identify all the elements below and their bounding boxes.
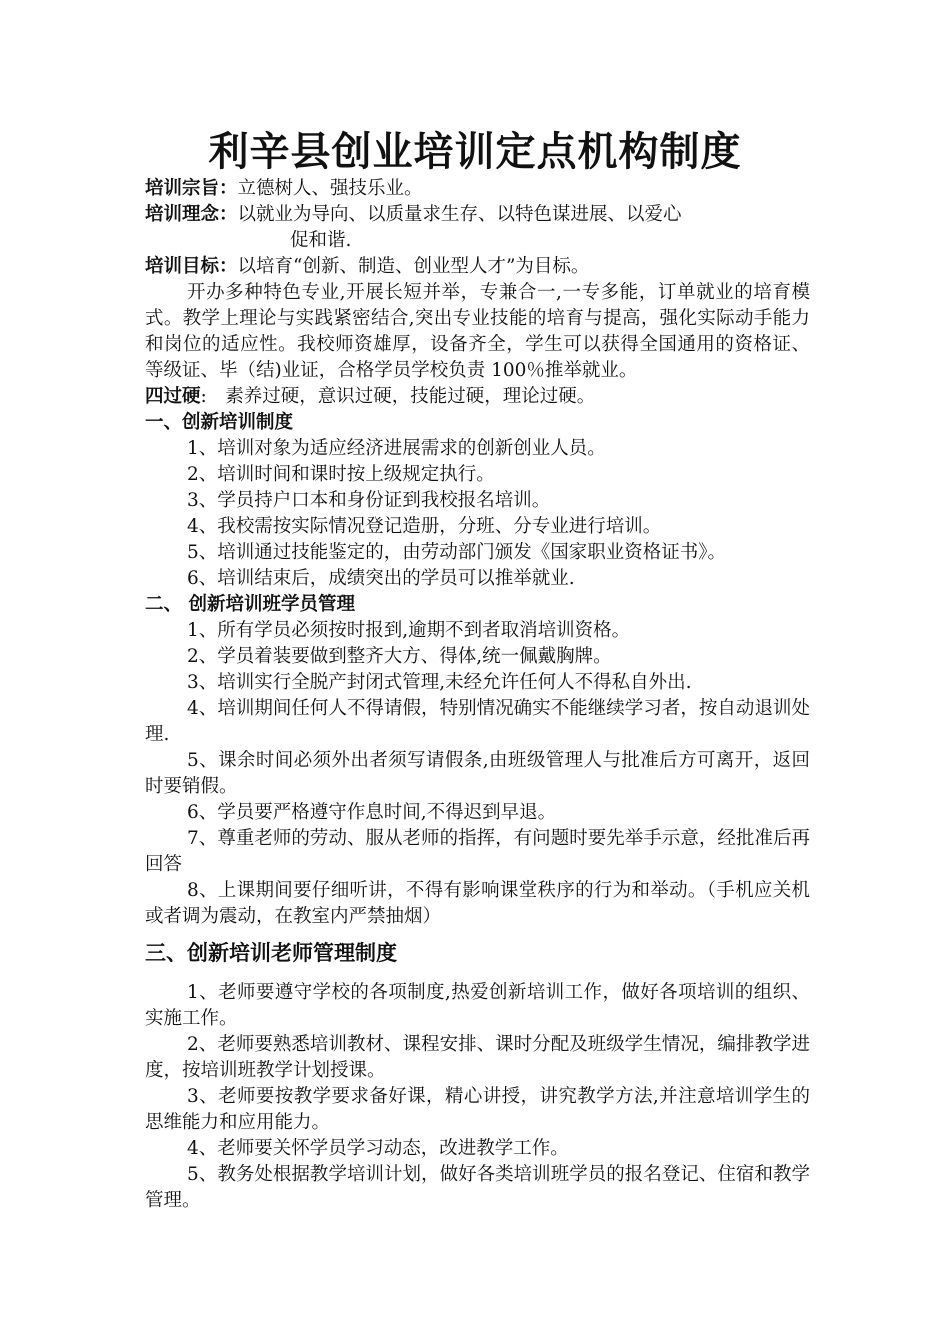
section2-item: 2、学员着装要做到整齐大方、得体,统一佩戴胸牌。: [187, 646, 612, 667]
section2-item: 7、尊重老师的劳动、服从老师的指挥，有问题时要先举手示意，经批准后再回答: [145, 828, 810, 875]
section2-item: 4、培训期间任何人不得请假，特别情况确实不能继续学习者，按自动退训处理.: [145, 698, 810, 745]
section2-item: 6、学员要严格遵守作息时间,不得迟到早退。: [187, 802, 557, 823]
section1-item: 2、培训时间和课时按上级规定执行。: [187, 464, 495, 485]
concept-line-2: 促和谐.: [290, 230, 352, 251]
goal-label: 培训目标：: [145, 256, 238, 277]
purpose-label: 培训宗旨：: [145, 178, 238, 199]
section2-item: 1、所有学员必须按时报到,逾期不到者取消培训资格。: [187, 620, 631, 641]
document-title: 利辛县创业培训定点机构制度: [208, 128, 742, 175]
document-body: [145, 176, 810, 1214]
section3-item: 3、老师要按教学要求备好课，精心讲授，讲究教学方法,并注意培训学生的思维能力和应用能力。: [145, 1086, 810, 1133]
purpose-line: [145, 176, 810, 202]
four-hard-label: 四过硬: [145, 386, 201, 407]
section1-item: 1、培训对象为适应经济进展需求的创新创业人员。: [187, 438, 606, 459]
section3-heading: 三、创新培训老师管理制度: [145, 940, 397, 965]
section2-heading: 二、 创新培训班学员管理: [145, 594, 355, 615]
purpose-text: 立德树人、强技乐业。: [237, 178, 423, 199]
section1-item: 6、培训结束后，成绩突出的学员可以推举就业.: [187, 568, 575, 589]
section2-item: 5、课余时间必须外出者须写请假条,由班级管理人与批准后方可离开，返回时要销假。: [145, 750, 810, 797]
four-hard-text: : 素养过硬，意识过硬，技能过硬，理论过硬。: [200, 386, 596, 407]
concept-line: [145, 202, 810, 228]
concept-label: 培训理念：: [145, 204, 238, 225]
section3-item: 4、老师要关怀学员学习动态，改进教学工作。: [187, 1138, 569, 1159]
goal-text: 以培育“创新、制造、创业型人才”为目标。: [237, 256, 590, 277]
section2-item: 3、培训实行全脱产封闭式管理,未经允许任何人不得私自外出.: [187, 672, 692, 693]
section1-item: 3、学员持户口本和身份证到我校报名培训。: [187, 490, 551, 511]
section2-item: 8、上课期间要仔细听讲，不得有影响课堂秩序的行为和举动。（手机应关机或者调为震动，在教室内严禁抽烟）: [145, 880, 810, 927]
section3-item: 1、老师要遵守学校的各项制度,热爱创新培训工作，做好各项培训的组织、实施工作。: [145, 982, 810, 1029]
goal-line: [145, 254, 810, 280]
section1-item: 4、我校需按实际情况登记造册，分班、分专业进行培训。: [187, 516, 662, 537]
section1-heading: 一、创新培训制度: [145, 412, 294, 433]
section1-item: 5、培训通过技能鉴定的，由劳动部门颁发《国家职业资格证书》。: [187, 542, 727, 563]
section3-item: 5、教务处根据教学培训计划，做好各类培训班学员的报名登记、住宿和教学管理。: [145, 1164, 810, 1211]
four-hard-line: [145, 384, 810, 410]
intro-paragraph: 开办多种特色专业,开展长短并举，专兼合一,一专多能，订单就业的培育模式。教学上理论与实践紧密结合,突出专业技能的培育与提高，强化实际动手能力和岗位的适应性。我校师资雄厚，设备齐全，学生可以获得全国通用的资格证、等级证、毕（结)业证，合格学员学校负责 100％推举就业。: [145, 282, 810, 381]
section3-item: 2、老师要熟悉培训教材、课程安排、课时分配及班级学生情况，编排教学进度，按培训班教学计划授课。: [145, 1034, 810, 1081]
concept-text-1: 以就业为导向、以质量求生存、以特色谋进展、以爱心: [237, 204, 682, 225]
